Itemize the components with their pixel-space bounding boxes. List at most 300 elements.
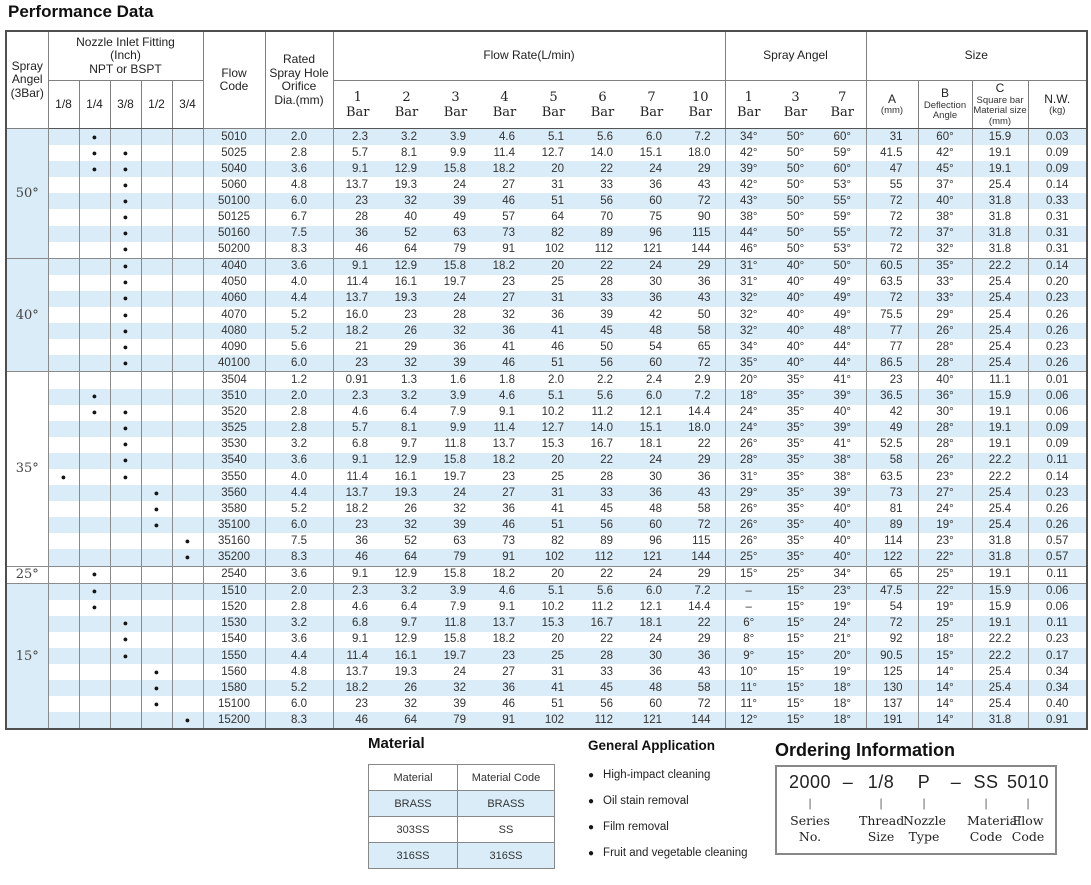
spray-angle-cell: 39° (819, 485, 866, 501)
size-cell: 25.4 (972, 664, 1028, 680)
spray-angle-cell: 8° (725, 632, 772, 648)
spray-angle-cell: 42° (725, 177, 772, 193)
flow-rate-cell: 29 (676, 161, 725, 177)
flow-rate-cell: 79 (431, 712, 480, 729)
table-row (6, 275, 1087, 291)
flow-rate-cell: 30 (627, 648, 676, 664)
flow-rate-cell: 26 (382, 323, 431, 339)
spray-angle-cell: 26° (725, 437, 772, 453)
flow-rate-cell: 2.9 (676, 372, 725, 389)
size-cell: 41.5 (866, 145, 918, 161)
flow-rate-cell: 96 (649, 534, 662, 547)
flow-rate-cell: 25 (551, 276, 564, 289)
flow-code-cell: 50100 (203, 193, 265, 209)
flow-code-cell: 3510 (203, 389, 265, 405)
flow-rate-cell: 3.9 (431, 583, 480, 600)
fitting-availability-cell (79, 242, 110, 259)
size-cell: 75.5 (866, 307, 918, 323)
fitting-availability-cell (48, 291, 79, 307)
spray-angle-cell: 40° (772, 355, 819, 372)
flow-rate-cell: 30 (649, 276, 662, 289)
size-header-line: B (940, 86, 949, 101)
size-cell: 0.34 (1028, 680, 1087, 696)
flow-rate-cell: 4.6 (333, 600, 382, 616)
flow-code-cell: 35100 (203, 517, 265, 533)
flow-code-cell: 5040 (203, 161, 265, 177)
flow-rate-cell: 112 (594, 243, 613, 256)
size-cell: 0.14 (1028, 258, 1087, 275)
material-name-cell: BRASS (369, 791, 458, 817)
size-cell: 27° (918, 485, 972, 501)
size-cell: 81 (866, 501, 918, 517)
table-row (6, 453, 1087, 469)
spray-angle-cell: 19° (833, 665, 851, 678)
fitting-availability-cell (172, 129, 203, 146)
fitting-availability-cell (172, 616, 203, 632)
flow-rate-cell: 51 (529, 517, 578, 533)
flow-rate-cell: 23 (404, 308, 417, 321)
orifice-dia-cell: 2.8 (265, 600, 333, 616)
flow-rate-cell: 46 (551, 340, 564, 353)
flow-rate-cell: 0.91 (333, 372, 382, 389)
flow-rate-cell: 11.2 (591, 601, 613, 614)
material-table (368, 764, 555, 869)
fitting-availability-cell (141, 549, 172, 566)
spray-angle-cell: 50° (772, 161, 819, 177)
material-row (369, 817, 555, 843)
table-row (6, 533, 1087, 549)
fitting-availability-cell (48, 437, 79, 453)
size-cell: 45° (918, 161, 972, 177)
flow-code-cell: 5025 (203, 145, 265, 161)
fitting-availability-cell (141, 145, 172, 161)
flow-rate-cell: 7.2 (676, 129, 725, 146)
flow-rate-cell: 3.2 (382, 389, 431, 405)
fitting-availability-cell (48, 405, 79, 421)
flow-rate-cell: 42 (649, 308, 662, 321)
flow-rate-cell: 9.7 (382, 616, 431, 632)
spray-angle-cell: 34° (819, 566, 866, 583)
flow-rate-cell: 5.6 (578, 129, 627, 146)
bar-unit: Bar (394, 104, 419, 120)
flow-rate-cell: 16.1 (382, 648, 431, 664)
flow-rate-cell: 73 (502, 534, 515, 547)
ordering-code-part: 2000 (788, 772, 832, 792)
spray-angle-cell: 35° (725, 355, 772, 372)
size-cell: 47.5 (866, 583, 918, 600)
flow-rate-cell: 57 (502, 211, 515, 224)
orifice-dia-cell: 2.8 (265, 405, 333, 421)
flow-rate-cell: 96 (627, 226, 676, 242)
table-row (6, 355, 1087, 372)
size-cell: 29° (918, 307, 972, 323)
spray-angle-cell: 38° (819, 453, 866, 469)
flow-rate-cell: 11.4 (333, 648, 382, 664)
flow-code-cell: 4080 (203, 323, 265, 339)
spray-angle-cell: 34° (725, 339, 772, 355)
fitting-availability-cell (172, 501, 203, 517)
size-cell: 40° (918, 372, 972, 389)
flow-rate-cell: 58 (676, 680, 725, 696)
size-cell: 25.4 (972, 485, 1028, 501)
size-cell: 0.01 (1028, 372, 1087, 389)
size-cell: 32° (918, 242, 972, 259)
spray-angle-cell: 15° (786, 665, 805, 678)
fitting-availability-cell (79, 291, 110, 307)
size-cell: 92 (866, 632, 918, 648)
spray-angle-cell: 55° (819, 193, 866, 209)
flow-rate-cell: 36 (697, 276, 711, 289)
flow-rate-cell: 7.2 (676, 583, 725, 600)
flow-rate-cell: 26 (404, 502, 417, 515)
flow-rate-cell: 6.4 (401, 406, 417, 419)
flow-rate-cell: 11.8 (444, 438, 466, 451)
size-cell: 19.1 (972, 566, 1028, 583)
fitting-availability-cell: ● (110, 307, 141, 323)
bar-number: 1 (744, 89, 753, 105)
fitting-availability-cell (172, 437, 203, 453)
flow-rate-cell: 24 (431, 485, 480, 501)
fitting-availability-cell (79, 549, 110, 566)
flow-rate-cell: 31 (529, 485, 578, 501)
flow-rate-cell: 12.9 (382, 566, 431, 583)
flow-rate-cell: 5.6 (578, 583, 627, 600)
spray-angle-cell: 15° (786, 697, 805, 710)
flow-rate-cell: 14.0 (590, 146, 613, 159)
flow-rate-cell: 29 (676, 566, 725, 583)
size-cell: 0.09 (1028, 161, 1087, 177)
flow-rate-cell: 24 (431, 291, 480, 307)
size-cell: 0.11 (1028, 616, 1087, 632)
spray-angle-cell: 40° (833, 534, 851, 547)
flow-code-cell: 3504 (203, 372, 265, 389)
flow-rate-cell: 30 (649, 470, 662, 483)
orifice-dia-cell: 6.0 (265, 696, 333, 712)
flow-rate-cell: 51 (529, 355, 578, 372)
material-header-row (369, 765, 555, 791)
header-row-subcolumns (6, 81, 1087, 129)
fitting-availability-cell (172, 583, 203, 600)
flow-rate-cell: 121 (627, 712, 676, 729)
application-item (588, 821, 768, 834)
spray-angle-cell: 6° (725, 616, 772, 632)
spray-angle-cell: 44° (725, 226, 772, 242)
size-cell: 137 (866, 696, 918, 712)
flow-rate-cell: 3.9 (431, 129, 480, 146)
flow-rate-cell: 2.4 (627, 372, 676, 389)
size-cell: 36.5 (866, 389, 918, 405)
fitting-availability-cell (79, 372, 110, 389)
flow-rate-cell: 63 (431, 226, 480, 242)
spray-angle-cell: 40° (786, 308, 805, 321)
flow-rate-cell: 54 (649, 340, 662, 353)
header-size-group: Size (866, 31, 1087, 81)
size-cell: 0.09 (1028, 421, 1087, 437)
flow-code-cell: 15100 (203, 696, 265, 712)
flow-rate-cell: 48 (649, 502, 662, 515)
fitting-availability-cell (141, 469, 172, 485)
size-cell: 0.26 (1028, 307, 1087, 323)
flow-rate-cell: 72 (697, 697, 711, 710)
spray-angle-cell: 60° (819, 161, 866, 177)
spray-angle-cell: 44° (833, 340, 851, 353)
size-cell: 60.5 (866, 258, 918, 275)
orifice-dia-cell: 6.7 (265, 209, 333, 225)
spray-angle-cell: 41° (833, 438, 851, 451)
fitting-availability-cell: ● (79, 600, 110, 616)
fitting-availability-cell (141, 583, 172, 600)
fitting-availability-cell (48, 258, 79, 275)
flow-rate-cell: 39 (431, 517, 480, 533)
size-cell: 37° (918, 177, 972, 193)
size-cell: 30° (918, 405, 972, 421)
fitting-availability-cell (48, 549, 79, 566)
flow-rate-cell: 29 (676, 453, 725, 469)
size-cell: 0.34 (1028, 664, 1087, 680)
flow-rate-cell: 11.2 (591, 406, 613, 419)
material-name-cell: 316SS (369, 843, 458, 869)
fitting-availability-cell (48, 583, 79, 600)
spray-angle-cell: 53° (833, 178, 851, 191)
spray-angle-cell: 23° (819, 583, 866, 600)
flow-rate-cell: 144 (691, 243, 711, 256)
spray-angle-cell: 18° (819, 712, 866, 729)
size-cell: 0.57 (1028, 533, 1087, 549)
bar-number: 6 (598, 89, 607, 105)
size-cell: 25.4 (972, 177, 1028, 193)
flow-rate-cell: 10.2 (541, 406, 564, 419)
flow-rate-cell: 9.1 (333, 566, 382, 583)
size-cell: 15.9 (972, 583, 1028, 600)
table-row (6, 600, 1087, 616)
fitting-availability-cell (141, 291, 172, 307)
flow-rate-cell: 39 (453, 697, 466, 710)
orifice-dia-cell: 8.3 (265, 242, 333, 259)
fitting-availability-cell (172, 275, 203, 291)
spray-angle-cell: 40° (819, 549, 866, 566)
fitting-availability-cell (172, 242, 203, 259)
orifice-dia-cell: 4.8 (265, 664, 333, 680)
flow-rate-cell: 7.2 (676, 389, 725, 405)
orifice-dia-cell: 2.0 (265, 129, 333, 146)
spray-angle-cell: 50° (772, 193, 819, 209)
flow-rate-cell: 13.7 (333, 485, 382, 501)
orifice-dia-cell: 7.5 (265, 533, 333, 549)
ordering-code-part: P (917, 772, 931, 792)
size-cell: 122 (866, 549, 918, 566)
flow-rate-cell: 26 (382, 680, 431, 696)
flow-rate-cell: 13.7 (333, 177, 382, 193)
fitting-availability-cell (48, 226, 79, 242)
flow-rate-cell: 82 (529, 226, 578, 242)
ordering-tick: | (922, 796, 926, 810)
flow-rate-cell: 60 (649, 697, 662, 710)
flow-rate-cell: 5.7 (333, 421, 382, 437)
spray-angle-group-label: 25° (6, 566, 48, 583)
flow-rate-cell: 89 (600, 534, 613, 547)
flow-code-cell: 1510 (203, 583, 265, 600)
table-row (6, 291, 1087, 307)
fitting-availability-cell (141, 177, 172, 193)
size-cell: 25.4 (972, 680, 1028, 696)
size-cell: 0.14 (1028, 177, 1087, 193)
orifice-dia-cell: 2.8 (265, 145, 333, 161)
fitting-availability-cell (48, 566, 79, 583)
header-size-col-0 (866, 81, 918, 129)
fitting-availability-cell (48, 712, 79, 729)
fitting-availability-cell (48, 517, 79, 533)
spray-angle-cell: 32° (725, 323, 772, 339)
fitting-availability-cell (172, 696, 203, 712)
flow-rate-cell: 3.9 (431, 389, 480, 405)
fitting-availability-cell (172, 291, 203, 307)
flow-rate-cell: 33 (600, 665, 613, 678)
material-col-header: Material (369, 765, 458, 791)
spray-angle-cell: 20° (819, 648, 866, 664)
spray-angle-cell: 40° (772, 258, 819, 275)
flow-rate-cell: 20 (529, 161, 578, 177)
fitting-availability-cell (172, 161, 203, 177)
spray-angle-group-label: 35° (6, 372, 48, 566)
fitting-availability-cell (48, 648, 79, 664)
fitting-availability-cell (172, 372, 203, 389)
spray-angle-cell: 32° (725, 291, 772, 307)
size-cell: 0.06 (1028, 583, 1087, 600)
fitting-availability-cell (110, 566, 141, 583)
size-cell: 19.1 (972, 405, 1028, 421)
flow-rate-cell: 18.2 (333, 680, 382, 696)
fitting-availability-cell (141, 242, 172, 259)
flow-code-cell: 1520 (203, 600, 265, 616)
orifice-dia-cell: 8.3 (265, 712, 333, 729)
flow-code-cell: 35200 (203, 549, 265, 566)
flow-code-cell: 1550 (203, 648, 265, 664)
flow-rate-cell: 24 (627, 258, 676, 275)
spray-angle-cell: 35° (772, 453, 819, 469)
spray-angle-cell: 26° (725, 501, 772, 517)
fitting-availability-cell (79, 226, 110, 242)
flow-rate-cell: 9.1 (333, 161, 382, 177)
spray-angle-cell: 44° (819, 355, 866, 372)
fitting-availability-cell (110, 485, 141, 501)
header-spray-angel-group: Spray Angel (725, 31, 866, 81)
ordering-code-part: 5010 (1006, 772, 1050, 792)
header-flow-bar-4 (480, 81, 529, 129)
spray-angle-cell: 50° (772, 129, 819, 146)
flow-rate-cell: 64 (404, 243, 417, 256)
header-flow-code: Flow Code (203, 31, 265, 129)
performance-table-body (6, 129, 1087, 730)
spray-angle-cell: 50° (772, 226, 819, 242)
bar-unit: Bar (590, 104, 615, 120)
flow-rate-cell: 9.9 (431, 421, 480, 437)
table-row (6, 129, 1087, 146)
flow-rate-cell: 91 (502, 243, 515, 256)
size-cell: 25° (918, 616, 972, 632)
size-cell: 31.8 (972, 226, 1028, 242)
material-code-cell: 316SS (458, 843, 555, 869)
flow-rate-cell: 16.0 (333, 307, 382, 323)
flow-rate-cell: 115 (676, 226, 725, 242)
flow-rate-cell: 4.6 (480, 389, 529, 405)
fitting-availability-cell: ● (110, 291, 141, 307)
flow-code-cell: 50125 (203, 209, 265, 225)
orifice-dia-cell: 5.6 (265, 339, 333, 355)
fitting-availability-cell (141, 372, 172, 389)
fitting-availability-cell: ● (79, 129, 110, 146)
fitting-availability-cell: ● (79, 566, 110, 583)
orifice-dia-cell: 6.0 (265, 355, 333, 372)
flow-rate-cell: 28 (333, 209, 382, 225)
flow-rate-cell: 2.2 (578, 372, 627, 389)
flow-rate-cell: 11.4 (333, 469, 382, 485)
flow-rate-cell: 39 (431, 355, 480, 372)
ordering-segment-label-line1: Series (790, 813, 830, 828)
fitting-availability-cell: ● (110, 453, 141, 469)
flow-rate-cell: 102 (544, 243, 564, 256)
material-section (368, 735, 555, 869)
spray-angle-cell: 15° (772, 712, 819, 729)
table-row (6, 389, 1087, 405)
size-header-line: A (887, 91, 896, 106)
fitting-availability-cell (48, 193, 79, 209)
fitting-availability-cell (172, 307, 203, 323)
table-row (6, 307, 1087, 323)
flow-rate-cell: 102 (529, 549, 578, 566)
flow-rate-cell: 27 (480, 291, 529, 307)
fitting-availability-cell (110, 680, 141, 696)
spray-angle-cell: 42° (725, 145, 772, 161)
spray-angle-cell: 18° (819, 680, 866, 696)
fitting-availability-cell (79, 501, 110, 517)
orifice-dia-cell: 1.2 (265, 372, 333, 389)
fitting-availability-cell: ● (79, 145, 110, 161)
flow-rate-cell: 56 (578, 193, 627, 209)
flow-rate-cell: 82 (551, 534, 564, 547)
ordering-segment (1005, 771, 1051, 845)
fitting-availability-cell: ● (110, 421, 141, 437)
flow-code-cell: 3540 (203, 453, 265, 469)
flow-rate-cell: 20 (529, 566, 578, 583)
flow-rate-cell: 19.3 (394, 665, 417, 678)
flow-rate-cell: 11.4 (480, 421, 529, 437)
header-size-col-1 (918, 81, 972, 129)
flow-rate-cell: 12.1 (639, 601, 662, 614)
size-cell: 24° (918, 501, 972, 517)
spray-angle-cell: 9° (725, 648, 772, 664)
ordering-code-part: SS (973, 772, 999, 792)
fitting-availability-cell (48, 242, 79, 259)
flow-code-cell: 50160 (203, 226, 265, 242)
flow-rate-cell: 144 (676, 712, 725, 729)
flow-rate-cell: 18.2 (480, 161, 529, 177)
size-header-line: (mm) (988, 115, 1012, 127)
flow-rate-cell: 32 (404, 697, 417, 710)
size-cell: 0.91 (1028, 712, 1087, 729)
ordering-dash (945, 771, 967, 845)
application-item (588, 795, 768, 808)
size-cell: 15.9 (972, 129, 1028, 146)
header-spray-bar-3 (772, 81, 819, 129)
flow-rate-cell: 15.1 (639, 146, 662, 159)
spray-angle-cell: 35° (786, 406, 805, 419)
size-cell: 55 (866, 177, 918, 193)
fitting-availability-cell (48, 177, 79, 193)
flow-rate-cell: 23 (333, 517, 382, 533)
size-cell: 15° (918, 648, 972, 664)
size-cell: 25.4 (972, 696, 1028, 712)
flow-rate-cell: 2.3 (333, 129, 382, 146)
